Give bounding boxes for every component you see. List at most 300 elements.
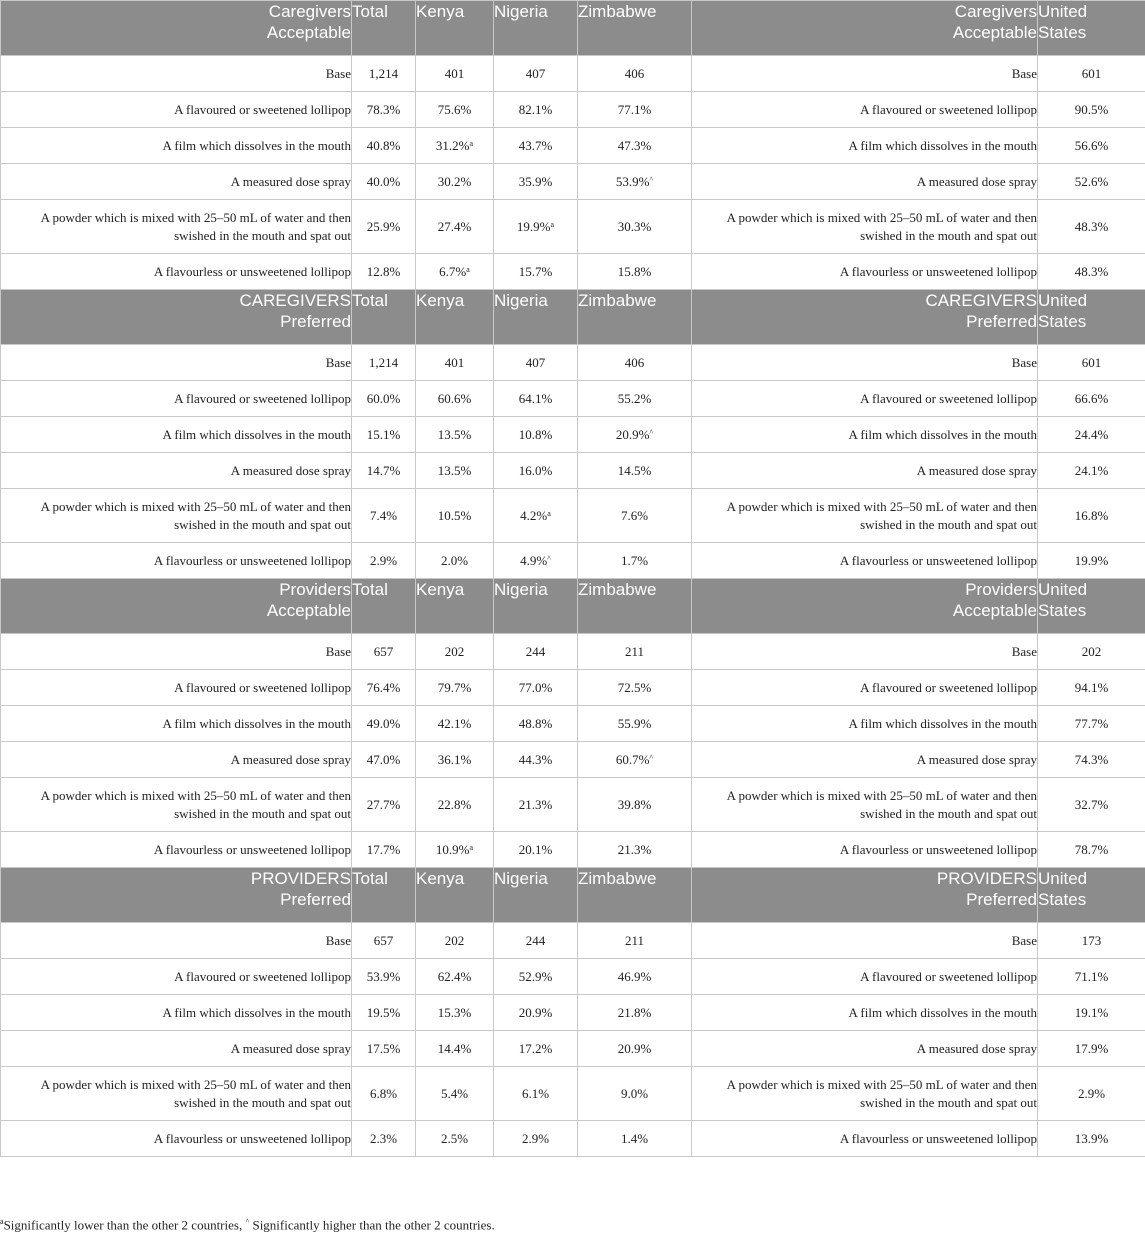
cell-united-states: 94.1% <box>1038 670 1145 706</box>
value-zimbabwe: 406 <box>624 65 645 81</box>
value-total: 47.0% <box>366 751 401 767</box>
value-zimbabwe: 20.9% <box>617 1040 652 1056</box>
value-kenya: 62.4% <box>437 968 472 984</box>
value-zimbabwe: 21.3% <box>617 841 652 857</box>
significance-mark: a <box>547 508 551 518</box>
cell-nigeria <box>494 200 578 254</box>
value-nigeria: 16.0% <box>518 462 553 478</box>
us-section-title <box>692 290 1038 345</box>
us-section-title-line2: Preferred <box>966 312 1037 331</box>
us-row-label: Base <box>692 923 1038 959</box>
header-kenya: Kenya <box>416 290 494 345</box>
section-title-line2: Acceptable <box>266 601 351 620</box>
section-header-row <box>1 579 1145 634</box>
value-zimbabwe: 30.3% <box>617 218 652 234</box>
row-label-line2: swished in the mouth and spat out <box>174 516 351 532</box>
value-total: 25.9% <box>366 218 401 234</box>
value-nigeria: 52.9% <box>518 968 553 984</box>
value-zimbabwe: 60.7% <box>615 751 650 767</box>
value-kenya: 2.0% <box>440 552 469 568</box>
cell-zimbabwe <box>578 778 692 832</box>
table-row <box>1 381 1145 417</box>
value-kenya: 10.9% <box>435 841 470 857</box>
value-kenya: 79.7% <box>437 679 472 695</box>
significance-mark: ^ <box>649 752 654 762</box>
cell-united-states: 74.3% <box>1038 742 1145 778</box>
cell-total <box>352 670 416 706</box>
header-united-states-line2: States <box>1038 890 1087 909</box>
table-row <box>1 345 1145 381</box>
cell-total <box>352 1121 416 1157</box>
cell-kenya <box>416 1031 494 1067</box>
cell-kenya <box>416 634 494 670</box>
header-united-states <box>1038 868 1145 923</box>
cell-united-states: 16.8% <box>1038 489 1145 543</box>
cell-united-states: 2.9% <box>1038 1067 1145 1121</box>
row-label: Base <box>1 345 352 381</box>
cell-zimbabwe <box>578 543 692 579</box>
us-row-label <box>692 1067 1038 1121</box>
us-row-label <box>692 200 1038 254</box>
value-zimbabwe: 21.8% <box>617 1004 652 1020</box>
value-kenya: 13.5% <box>437 426 472 442</box>
value-total: 40.0% <box>366 173 401 189</box>
cell-nigeria <box>494 164 578 200</box>
cell-nigeria <box>494 706 578 742</box>
row-label: A film which dissolves in the mouth <box>1 417 352 453</box>
header-united-states-line2: States <box>1038 601 1087 620</box>
header-kenya: Kenya <box>416 579 494 634</box>
cell-united-states: 52.6% <box>1038 164 1145 200</box>
value-zimbabwe: 55.9% <box>617 715 652 731</box>
table-row <box>1 164 1145 200</box>
value-zimbabwe: 406 <box>624 354 645 370</box>
value-kenya: 202 <box>444 643 465 659</box>
cell-total <box>352 417 416 453</box>
cell-kenya <box>416 254 494 290</box>
header-zimbabwe: Zimbabwe <box>578 1 692 56</box>
us-row-label: A measured dose spray <box>692 1031 1038 1067</box>
cell-nigeria <box>494 453 578 489</box>
value-zimbabwe: 1.4% <box>620 1130 649 1146</box>
cell-kenya <box>416 381 494 417</box>
cell-zimbabwe <box>578 634 692 670</box>
value-nigeria: 20.9% <box>518 1004 553 1020</box>
cell-nigeria <box>494 1121 578 1157</box>
section-title-line1: Providers <box>279 580 351 599</box>
cell-nigeria <box>494 634 578 670</box>
value-total: 2.3% <box>369 1130 398 1146</box>
table-row <box>1 995 1145 1031</box>
table-row <box>1 92 1145 128</box>
value-kenya: 401 <box>444 65 465 81</box>
cell-total <box>352 128 416 164</box>
row-label: Base <box>1 56 352 92</box>
row-label: A flavourless or unsweetened lollipop <box>1 543 352 579</box>
cell-kenya <box>416 128 494 164</box>
us-row-label: A film which dissolves in the mouth <box>692 706 1038 742</box>
row-label: A film which dissolves in the mouth <box>1 128 352 164</box>
us-row-label: A film which dissolves in the mouth <box>692 128 1038 164</box>
section-title-line1: CAREGIVERS <box>239 291 351 310</box>
table-row <box>1 1121 1145 1157</box>
value-kenya: 2.5% <box>440 1130 469 1146</box>
table-row <box>1 128 1145 164</box>
table-row <box>1 417 1145 453</box>
value-zimbabwe: 46.9% <box>617 968 652 984</box>
cell-zimbabwe <box>578 995 692 1031</box>
value-zimbabwe: 211 <box>624 643 645 659</box>
us-section-title-line2: Acceptable <box>952 601 1037 620</box>
us-row-label: A flavourless or unsweetened lollipop <box>692 543 1038 579</box>
cell-total <box>352 381 416 417</box>
value-zimbabwe: 77.1% <box>617 101 652 117</box>
cell-total <box>352 254 416 290</box>
value-total: 12.8% <box>366 263 401 279</box>
row-label <box>1 1067 352 1121</box>
us-row-label: Base <box>692 345 1038 381</box>
cell-nigeria <box>494 923 578 959</box>
cell-zimbabwe <box>578 1121 692 1157</box>
us-row-label: A measured dose spray <box>692 164 1038 200</box>
header-nigeria: Nigeria <box>494 579 578 634</box>
table-row <box>1 706 1145 742</box>
section-header-row <box>1 290 1145 345</box>
us-section-title <box>692 579 1038 634</box>
us-row-label-line2: swished in the mouth and spat out <box>860 805 1037 821</box>
significance-mark: a <box>466 264 470 274</box>
row-label: A measured dose spray <box>1 164 352 200</box>
header-united-states-line2: States <box>1038 23 1087 42</box>
cell-total <box>352 345 416 381</box>
section-title <box>1 290 352 345</box>
table-row <box>1 200 1145 254</box>
section-header-row <box>1 868 1145 923</box>
cell-zimbabwe <box>578 164 692 200</box>
cell-zimbabwe <box>578 923 692 959</box>
section-title-line2: Preferred <box>280 312 351 331</box>
significance-mark: a <box>469 842 474 852</box>
cell-total <box>352 1031 416 1067</box>
value-nigeria: 244 <box>525 932 546 948</box>
row-label-line1: A powder which is mixed with 25–50 mL of water and then <box>40 787 351 803</box>
cell-united-states: 13.9% <box>1038 1121 1145 1157</box>
significance-mark: ^ <box>649 427 654 437</box>
us-row-label: Base <box>692 634 1038 670</box>
footnote-mark-a: a <box>0 1217 4 1226</box>
header-zimbabwe: Zimbabwe <box>578 290 692 345</box>
value-total: 78.3% <box>366 101 401 117</box>
cell-kenya <box>416 489 494 543</box>
value-total: 27.7% <box>366 796 401 812</box>
us-row-label: A film which dissolves in the mouth <box>692 417 1038 453</box>
cell-united-states: 66.6% <box>1038 381 1145 417</box>
row-label: A measured dose spray <box>1 453 352 489</box>
row-label: A flavourless or unsweetened lollipop <box>1 832 352 868</box>
cell-total <box>352 634 416 670</box>
cell-zimbabwe <box>578 453 692 489</box>
header-united-states <box>1038 579 1145 634</box>
cell-total <box>352 706 416 742</box>
header-kenya: Kenya <box>416 1 494 56</box>
value-total: 17.5% <box>366 1040 401 1056</box>
cell-nigeria <box>494 128 578 164</box>
us-row-label-line1: A powder which is mixed with 25–50 mL of water and then <box>726 209 1037 225</box>
value-kenya: 6.7% <box>439 263 467 279</box>
value-zimbabwe: 47.3% <box>617 137 652 153</box>
value-kenya: 42.1% <box>437 715 472 731</box>
value-nigeria: 407 <box>525 354 546 370</box>
header-nigeria: Nigeria <box>494 1 578 56</box>
row-label-line1: A powder which is mixed with 25–50 mL of water and then <box>40 498 351 514</box>
table-row <box>1 923 1145 959</box>
cell-united-states: 71.1% <box>1038 959 1145 995</box>
value-kenya: 36.1% <box>437 751 472 767</box>
section-header-row <box>1 1 1145 56</box>
row-label-line2: swished in the mouth and spat out <box>174 805 351 821</box>
cell-zimbabwe <box>578 706 692 742</box>
value-zimbabwe: 1.7% <box>620 552 649 568</box>
cell-total <box>352 200 416 254</box>
value-total: 17.7% <box>366 841 401 857</box>
row-label-line1: A powder which is mixed with 25–50 mL of water and then <box>40 209 351 225</box>
us-row-label-line1: A powder which is mixed with 25–50 mL of water and then <box>726 1076 1037 1092</box>
us-row-label: A flavourless or unsweetened lollipop <box>692 254 1038 290</box>
cell-zimbabwe <box>578 1067 692 1121</box>
header-nigeria: Nigeria <box>494 290 578 345</box>
us-row-label: A measured dose spray <box>692 742 1038 778</box>
footnote-mark-b: ^ <box>245 1217 250 1226</box>
cell-nigeria <box>494 345 578 381</box>
cell-total <box>352 959 416 995</box>
header-kenya: Kenya <box>416 868 494 923</box>
cell-nigeria <box>494 56 578 92</box>
row-label: A flavoured or sweetened lollipop <box>1 959 352 995</box>
cell-zimbabwe <box>578 200 692 254</box>
value-zimbabwe: 9.0% <box>620 1085 649 1101</box>
cell-kenya <box>416 543 494 579</box>
value-nigeria: 6.1% <box>521 1085 550 1101</box>
cell-united-states: 601 <box>1038 345 1145 381</box>
row-label <box>1 778 352 832</box>
cell-nigeria <box>494 995 578 1031</box>
table-row <box>1 634 1145 670</box>
cell-total <box>352 832 416 868</box>
value-nigeria: 44.3% <box>518 751 553 767</box>
value-nigeria: 20.1% <box>518 841 553 857</box>
cell-united-states: 173 <box>1038 923 1145 959</box>
value-total: 76.4% <box>366 679 401 695</box>
significance-mark: ^ <box>649 174 654 184</box>
value-kenya: 75.6% <box>437 101 472 117</box>
cell-nigeria <box>494 92 578 128</box>
value-total: 14.7% <box>366 462 401 478</box>
value-zimbabwe: 20.9% <box>615 426 650 442</box>
footnote-text-b: Significantly higher than the other 2 countries. <box>249 1217 495 1233</box>
value-total: 40.8% <box>366 137 401 153</box>
us-row-label: A flavoured or sweetened lollipop <box>692 670 1038 706</box>
cell-nigeria <box>494 489 578 543</box>
row-label: A flavourless or unsweetened lollipop <box>1 1121 352 1157</box>
row-label: A film which dissolves in the mouth <box>1 995 352 1031</box>
cell-total <box>352 742 416 778</box>
cell-kenya <box>416 778 494 832</box>
us-section-title-line1: Caregivers <box>954 2 1037 21</box>
cell-united-states: 19.1% <box>1038 995 1145 1031</box>
us-row-label: A measured dose spray <box>692 453 1038 489</box>
table-row <box>1 453 1145 489</box>
value-total: 657 <box>373 932 394 948</box>
cell-total <box>352 995 416 1031</box>
cell-united-states: 78.7% <box>1038 832 1145 868</box>
header-zimbabwe: Zimbabwe <box>578 579 692 634</box>
value-nigeria: 48.8% <box>518 715 553 731</box>
value-total: 1,214 <box>368 354 399 370</box>
cell-zimbabwe <box>578 92 692 128</box>
row-label-line1: A powder which is mixed with 25–50 mL of water and then <box>40 1076 351 1092</box>
significance-mark: a <box>469 138 474 148</box>
cell-nigeria <box>494 778 578 832</box>
cell-zimbabwe <box>578 417 692 453</box>
cell-zimbabwe <box>578 1031 692 1067</box>
value-total: 1,214 <box>368 65 399 81</box>
value-kenya: 202 <box>444 932 465 948</box>
value-zimbabwe: 7.6% <box>620 507 649 523</box>
value-kenya: 27.4% <box>437 218 472 234</box>
value-nigeria: 15.7% <box>518 263 553 279</box>
us-section-title-line2: Preferred <box>966 890 1037 909</box>
value-zimbabwe: 15.8% <box>617 263 652 279</box>
row-label: A measured dose spray <box>1 742 352 778</box>
cell-united-states: 601 <box>1038 56 1145 92</box>
header-total: Total <box>352 579 416 634</box>
cell-kenya <box>416 1121 494 1157</box>
value-kenya: 14.4% <box>437 1040 472 1056</box>
value-kenya: 5.4% <box>440 1085 469 1101</box>
cell-total <box>352 489 416 543</box>
us-row-label-line2: swished in the mouth and spat out <box>860 1094 1037 1110</box>
cell-kenya <box>416 200 494 254</box>
table-row <box>1 832 1145 868</box>
value-nigeria: 4.9% <box>520 552 548 568</box>
us-row-label <box>692 778 1038 832</box>
header-united-states-line2: States <box>1038 312 1087 331</box>
cell-zimbabwe <box>578 832 692 868</box>
us-row-label-line1: A powder which is mixed with 25–50 mL of water and then <box>726 498 1037 514</box>
header-united-states <box>1038 290 1145 345</box>
cell-kenya <box>416 923 494 959</box>
cell-zimbabwe <box>578 254 692 290</box>
cell-united-states: 48.3% <box>1038 254 1145 290</box>
cell-zimbabwe <box>578 489 692 543</box>
cell-nigeria <box>494 832 578 868</box>
row-label: A film which dissolves in the mouth <box>1 706 352 742</box>
cell-total <box>352 1067 416 1121</box>
value-nigeria: 10.8% <box>518 426 553 442</box>
cell-kenya <box>416 164 494 200</box>
cell-nigeria <box>494 1067 578 1121</box>
value-total: 15.1% <box>366 426 401 442</box>
value-nigeria: 82.1% <box>518 101 553 117</box>
table-row <box>1 742 1145 778</box>
cell-united-states: 19.9% <box>1038 543 1145 579</box>
cell-kenya <box>416 1067 494 1121</box>
cell-kenya <box>416 92 494 128</box>
value-total: 2.9% <box>369 552 398 568</box>
us-section-title-line1: CAREGIVERS <box>925 291 1037 310</box>
row-label <box>1 200 352 254</box>
cell-zimbabwe <box>578 56 692 92</box>
cell-kenya <box>416 959 494 995</box>
value-kenya: 15.3% <box>437 1004 472 1020</box>
cell-zimbabwe <box>578 959 692 995</box>
cell-kenya <box>416 670 494 706</box>
cell-united-states: 77.7% <box>1038 706 1145 742</box>
value-zimbabwe: 211 <box>624 932 645 948</box>
value-total: 7.4% <box>369 507 398 523</box>
value-nigeria: 64.1% <box>518 390 553 406</box>
row-label: A flavoured or sweetened lollipop <box>1 381 352 417</box>
us-row-label: A film which dissolves in the mouth <box>692 995 1038 1031</box>
us-section-title-line1: Providers <box>965 580 1037 599</box>
header-zimbabwe: Zimbabwe <box>578 868 692 923</box>
cell-kenya <box>416 742 494 778</box>
us-row-label: A flavoured or sweetened lollipop <box>692 92 1038 128</box>
footnote-text-a: Significantly lower than the other 2 countries, <box>3 1217 246 1233</box>
cell-kenya <box>416 345 494 381</box>
table-row <box>1 254 1145 290</box>
value-total: 60.0% <box>366 390 401 406</box>
us-row-label: A flavoured or sweetened lollipop <box>692 381 1038 417</box>
value-kenya: 22.8% <box>437 796 472 812</box>
header-nigeria: Nigeria <box>494 868 578 923</box>
header-united-states-line1: United <box>1038 580 1088 599</box>
value-zimbabwe: 72.5% <box>617 679 652 695</box>
row-label: A flavoured or sweetened lollipop <box>1 92 352 128</box>
cell-total <box>352 778 416 832</box>
row-label: Base <box>1 923 352 959</box>
value-nigeria: 35.9% <box>518 173 553 189</box>
value-total: 19.5% <box>366 1004 401 1020</box>
cell-kenya <box>416 453 494 489</box>
cell-kenya <box>416 832 494 868</box>
us-section-title <box>692 1 1038 56</box>
header-united-states <box>1038 1 1145 56</box>
row-label-line2: swished in the mouth and spat out <box>174 227 351 243</box>
cell-united-states: 24.1% <box>1038 453 1145 489</box>
table-row <box>1 1031 1145 1067</box>
row-label: Base <box>1 634 352 670</box>
cell-total <box>352 56 416 92</box>
value-nigeria: 407 <box>525 65 546 81</box>
cell-nigeria <box>494 959 578 995</box>
cell-nigeria <box>494 742 578 778</box>
us-row-label-line2: swished in the mouth and spat out <box>860 516 1037 532</box>
value-total: 657 <box>373 643 394 659</box>
us-row-label: A flavourless or unsweetened lollipop <box>692 1121 1038 1157</box>
cell-kenya <box>416 417 494 453</box>
header-total: Total <box>352 868 416 923</box>
us-row-label-line1: A powder which is mixed with 25–50 mL of water and then <box>726 787 1037 803</box>
significance-mark: ^ <box>547 553 551 563</box>
header-united-states-line1: United <box>1038 2 1088 21</box>
row-label: A flavoured or sweetened lollipop <box>1 670 352 706</box>
cell-nigeria <box>494 381 578 417</box>
table-row <box>1 778 1145 832</box>
cell-united-states: 32.7% <box>1038 778 1145 832</box>
us-section-title-line2: Acceptable <box>952 23 1037 42</box>
cell-nigeria <box>494 1031 578 1067</box>
